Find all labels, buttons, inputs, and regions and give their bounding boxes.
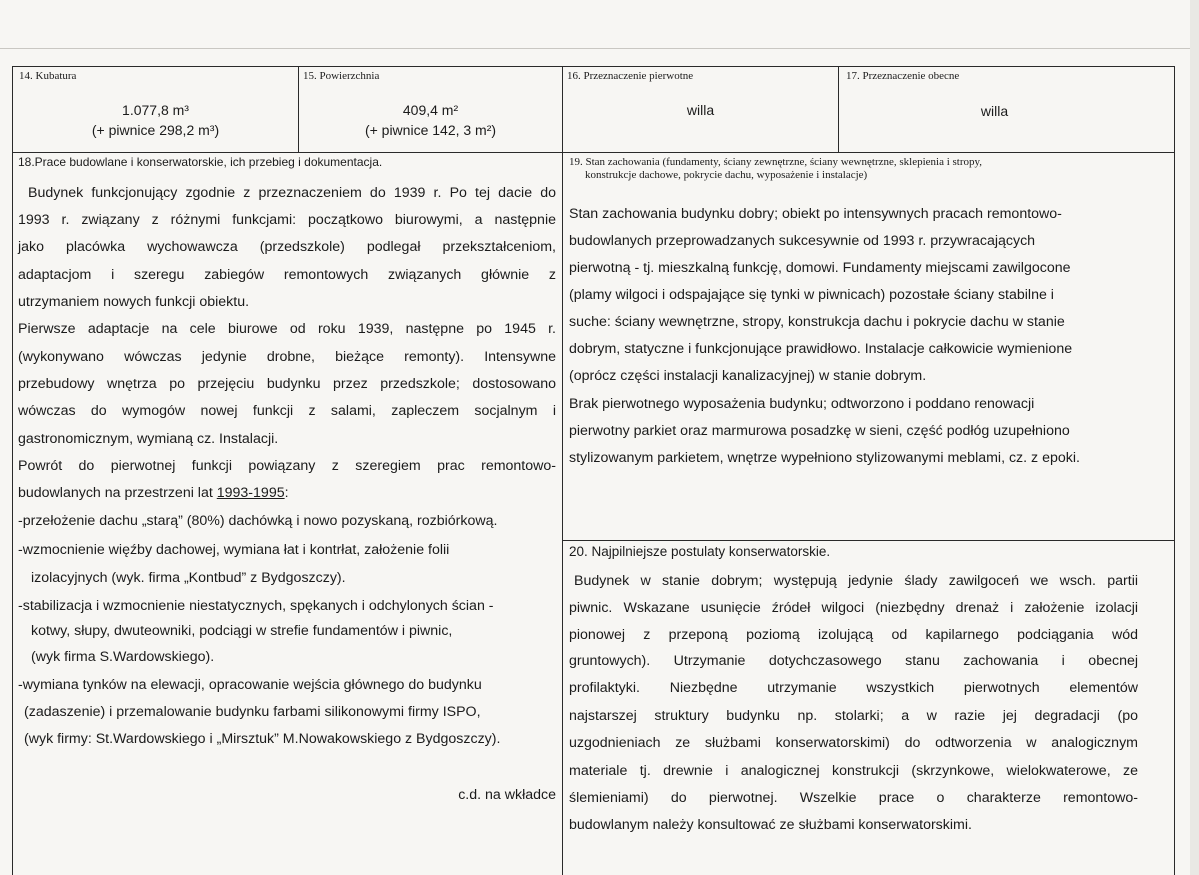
kubatura-note: (+ piwnice 298,2 m³) [91,122,220,138]
s19-line: Brak pierwotnego wyposażenia budynku; odtworzono i poddano renowacji [569,396,1035,412]
table-left-border [12,66,13,875]
s18-line: -stabilizacja i wzmocnienie niestatycznych, spękanych i odchylonych ścian - [18,598,494,614]
s20-line: gruntowych). Utrzymanie dotychczasowego stanu zachowania i obecnej [569,653,1138,669]
s19-line: pierwotną - tj. mieszkalną funkcję, domowi. Fundamenty miejscami zawilgocone [569,260,1071,276]
s20-line: pionowej z przeponą poziomą izolującą od kapilarnego podciągania wód [569,627,1138,643]
s18-line: utrzymaniem nowych funkcji obiektu. [18,294,250,310]
przeznaczenie-obecne-label: 17. Przeznaczenie obecne [846,70,960,82]
s18-line: Pierwsze adaptacje na cele biurowe od roku 1939, następne po 1945 r. [18,321,556,337]
s18-line: (wyk firmy: St.Wardowskiego i „Mirsztuk” M.Nowakowskiego z Bydgoszczy). [24,731,501,747]
s18-line: izolacyjnych (wyk. firma „Kontbud” z Bydgoszczy). [31,570,346,586]
scan-edge-line [0,48,1199,49]
s18-line: wówczas do wymogów nowej funkcji z salami, zapleczem socjalnym i [18,403,556,419]
s20-line: materiale tj. drewnie i analogicznej konstrukcji (skrzynkowe, wielokwaterowe, ze [569,763,1138,779]
przeznaczenie-pierwotne-label: 16. Przeznaczenie pierwotne [567,70,694,82]
powierzchnia-value [299,100,562,140]
s18-line: kotwy, słupy, dwuteowniki, podciągi w strefie fundamentów i piwnic, [31,623,453,639]
section-18-label: 18.Prace budowlane i konserwatorskie, ich przebieg i dokumentacja. [18,155,383,169]
s18-line: adaptacjom i szeregu zabiegów remontowych związanych głównie z [18,267,556,283]
s18-colon: : [284,485,289,501]
powierzchnia-label: 15. Powierzchnia [303,70,380,82]
przeznaczenie-obecne-value: willa [980,103,1009,119]
s19-line: dobrym, statyczne i funkcjonujące prawidłowo. Instalacje całkowicie wymienione [569,341,1073,357]
s18-line: (wykonywano wówczas jedynie drobne, bieżące remonty). Intensywne [18,349,556,365]
section-19-bottom-border [562,540,1175,541]
s18-line: -wzmocnienie więźby dachowej, wymiana łat i kontrłat, założenie folii [18,542,450,558]
s19-line: pierwotny parkiet oraz marmurowa posadzkę w sieni, część podłóg uzupełniono [569,423,1070,439]
kubatura-value [13,100,298,140]
s19-line: Stan zachowania budynku dobry; obiekt po intensywnych pracach remontowo- [569,206,1062,222]
s20-line: ślemieniami) do pierwotnej. Wszelkie prace o charakterze remontowo- [569,790,1138,806]
s18-line: przebudowy wnętrza po przejęciu budynku przez przedszkole; dostosowano [18,376,556,392]
s18-line: jako placówka wychowawcza (przedszkole) podlegał przekształceniom, [18,239,556,255]
table-right-border [1174,66,1175,875]
s19-line: suche: ściany wewnętrzne, stropy, konstrukcja dachu i pokrycie dachu w stanie [569,314,1065,330]
powierzchnia-note: (+ piwnice 142, 3 m²) [364,122,497,138]
kubatura-main: 1.077,8 m³ [122,102,189,118]
s20-line: uzgodnieniach ze służbami konserwatorskimi) do odtworzenia w analogicznym [569,735,1138,751]
table-top-border [12,66,1175,67]
powierzchnia-main: 409,4 m² [402,102,459,118]
s18-line: (zadaszenie) i przemalowanie budynku farbami silikonowymi firmy ISPO, [24,704,481,720]
s18-line: 1993 r. związany z różnymi funkcjami: początkowo biurowymi, a następnie [18,212,556,228]
przeznaczenie-pierwotne-value: willa [686,102,715,118]
s19-line: stylizowanym parkietem, wnętrze wypełniono stylizowanymi meblami, cz. z epoki. [569,450,1080,466]
col-divider-main [562,66,563,875]
s18-years: 1993-1995 [216,485,285,501]
s19-line: (oprócz części instalacji kanalizacyjnej) w stanie dobrym. [569,368,927,384]
section-19-label-cont: konstrukcje dachowe, pokrycie dachu, wyposażenie i instalacje) [585,169,868,181]
s20-line: profilaktyki. Niezbędne utrzymanie wszystkich pierwotnych elementów [569,680,1138,696]
s18-line: Budynek funkcjonujący zgodnie z przeznaczeniem do 1939 r. Po tej dacie do [28,185,556,201]
s20-line: najstarszej struktury budynku np. stolarki; a w razie jej degradacji (po [569,708,1138,724]
s19-line: (plamy wilgoci i odspajające się tynki w piwnicach) pozostałe ściany stabilne i [569,287,1054,303]
s18-line: -wymiana tynków na elewacji, opracowanie wejścia głównego do budynku [18,677,482,693]
scan-right-edge [1190,0,1199,875]
s20-line: piwnic. Wskazane usunięcie źródeł wilgoci (niezbędny drenaż i założenie izolacji [569,600,1138,616]
s18-line-years-text: budowlanych na przestrzeni lat [18,485,217,501]
s20-line: budowlanym należy konsultować ze służbami konserwatorskimi. [569,817,972,833]
s18-line: -przełożenie dachu „starą” (80%) dachówką i nowo pozyskaną, rozbiórkową. [18,513,498,529]
s18-line: gastronomicznym, wymianą cz. Instalacji. [18,431,279,447]
s19-line: budowlanych przeprowadzanych sukcesywnie od 1993 r. przywracających [569,233,1036,249]
section-19-label: 19. Stan zachowania (fundamenty, ściany zewnętrzne, ściany wewnętrzne, sklepienia i stropy, [569,156,983,168]
s18-line: (wyk firma S.Wardowskiego). [31,649,215,665]
s18-line-years [18,484,289,502]
s20-line: Budynek w stanie dobrym; występują jedynie ślady zawilgoceń we wsch. partii [574,573,1138,589]
section-20-label: 20. Najpilniejsze postulaty konserwatorskie. [569,544,831,559]
kubatura-label: 14. Kubatura [19,70,77,82]
header-row-bottom-border [12,152,1175,153]
continued-note: c.d. na wkładce [458,787,556,803]
s18-line: Powrót do pierwotnej funkcji powiązany z szeregiem prac remontowo- [18,458,556,474]
